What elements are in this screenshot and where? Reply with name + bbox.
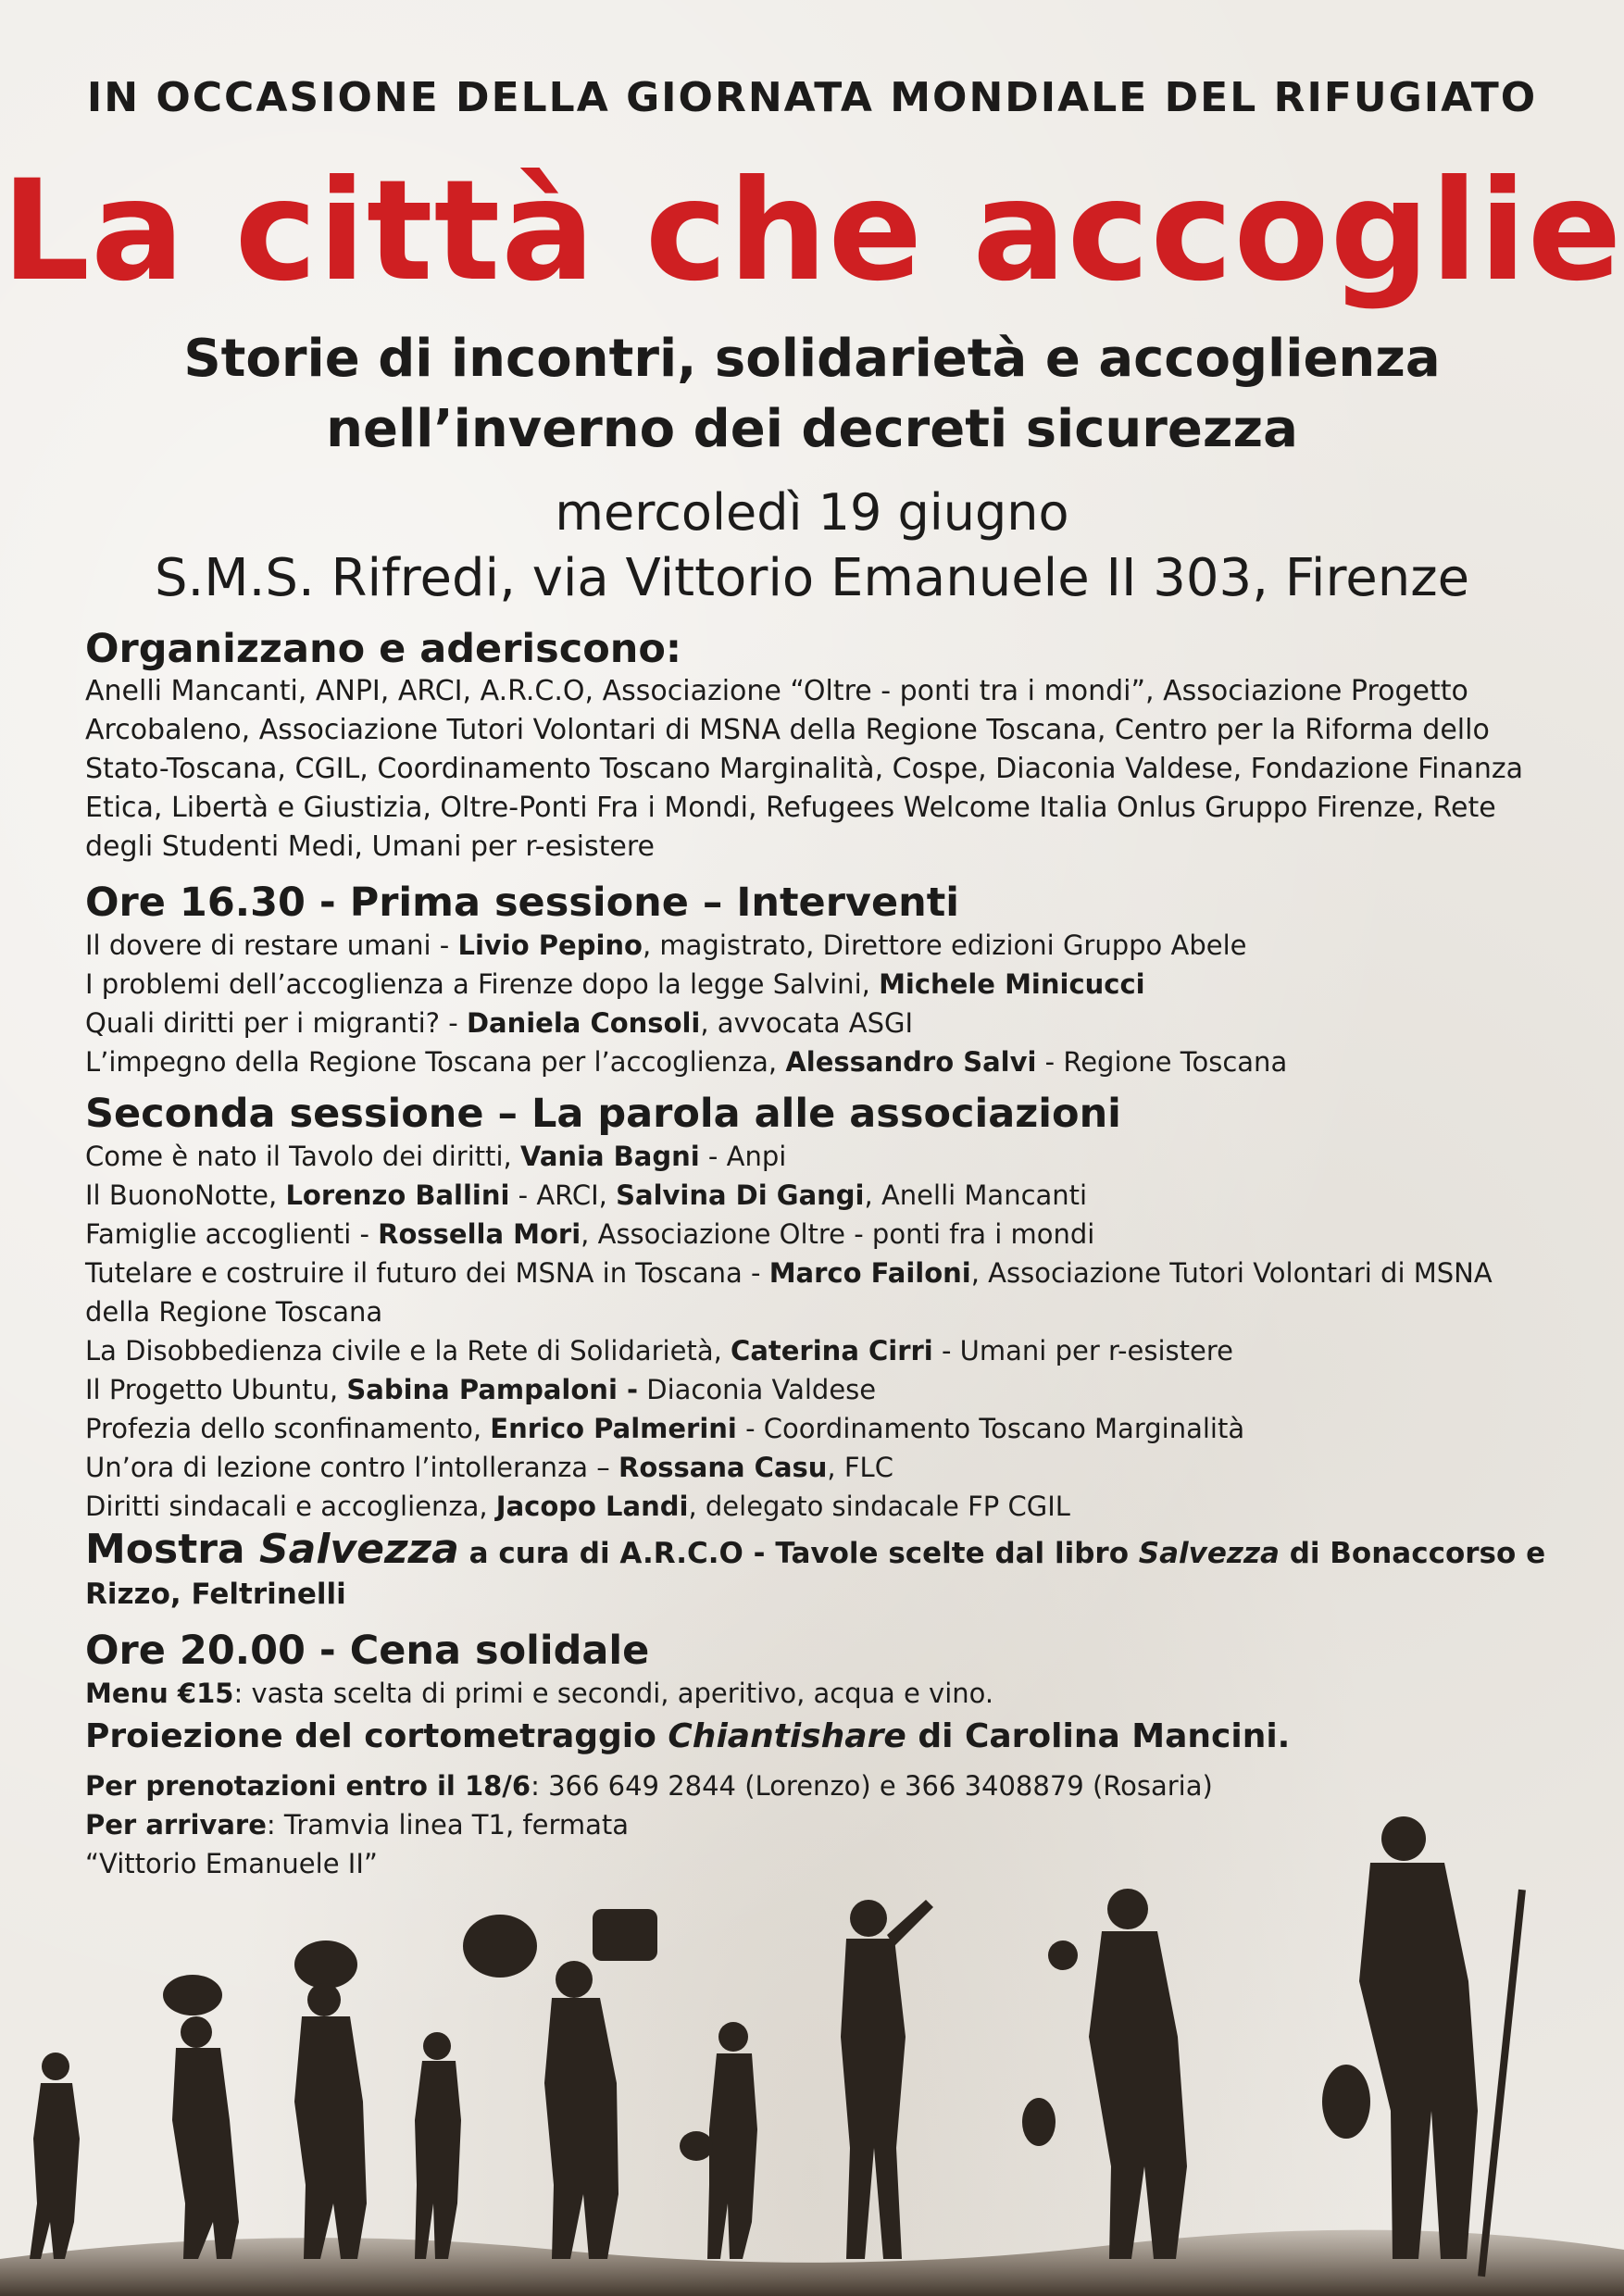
organizers-section (85, 626, 1548, 867)
session-1 (85, 880, 1548, 1081)
figure-child-jug (680, 2022, 757, 2259)
organizers-list: Anelli Mancanti, ANPI, ARCI, A.R.C.O, Associazione “Oltre - ponti tra i mondi”, Associazione Progetto Arcobaleno, Associazione Tutori Volontari di MSNA della Regione Toscana, Centro per la Riforma dello Stato-Toscana, CGIL, Coordinamento Toscano Marginalità, Cospe, Diaconia Valdese, Fondazione Finanza Etica, Libertà e Giustizia, Oltre-Ponti Fra i Mondi, Refugees Welcome Italia Onlus Gruppo Firenze, Rete degli Studenti Medi, Umani per r-esistere (85, 675, 1524, 863)
session-2-list (85, 1137, 1548, 1526)
list-item: Quali diritti per i migranti? - Daniela Consoli, avvocata ASGI (85, 1007, 913, 1039)
session-2 (85, 1091, 1548, 1526)
poster-title: La città che accoglie (1, 151, 1623, 312)
figure-woman-basket (163, 1975, 239, 2259)
tram-stop: “Vittorio Emanuele II” (85, 1848, 378, 1879)
figure-woman-bundle (294, 1940, 367, 2259)
list-item: Famiglie accoglienti - Rossella Mori, Associazione Oltre - ponti fra i mondi (85, 1218, 1095, 1250)
menu-line: Menu €15: vasta scelta di primi e secondi, aperitivo, acqua e vino. (85, 1678, 994, 1709)
dinner-heading: Ore 20.00 - Cena solidale (85, 1628, 650, 1674)
list-item: Un’ora di lezione contro l’intolleranza – Rossana Casu, FLC (85, 1452, 893, 1483)
refugees-silhouette-image (0, 1703, 1624, 2296)
exhibition-text: Mostra Salvezza a cura di A.R.C.O - Tavole scelte dal libro Salvezza di Bonaccorso e Rizzo, Feltrinelli (85, 1526, 1546, 1611)
figure-girl (415, 2032, 461, 2259)
figure-mother-child (1022, 1889, 1187, 2259)
subtitle-line-2: nell’inverno dei decreti sicurezza (326, 399, 1298, 459)
list-item: La Disobbedienza civile e la Rete di Solidarietà, Caterina Cirri - Umani per r-esistere (85, 1335, 1233, 1366)
list-item: Tutelare e costruire il futuro dei MSNA in Toscana - Marco Failoni, Associazione Tutori Volontari di MSNA della Regione Toscana (85, 1257, 1493, 1328)
poster-subtitle (0, 324, 1624, 465)
subtitle-line-1: Storie di incontri, solidarietà e accoglienza (183, 329, 1441, 389)
booking-line: Per prenotazioni entro il 18/6: 366 649 2844 (Lorenzo) e 366 3408879 (Rosaria) (85, 1770, 1213, 1802)
list-item: Diritti sindacali e accoglienza, Jacopo Landi, delegato sindacale FP CGIL (85, 1491, 1070, 1522)
exhibition (85, 1526, 1548, 1615)
list-item: I problemi dell’accoglienza a Firenze dopo la legge Salvini, Michele Minicucci (85, 968, 1145, 1000)
organizers-heading: Organizzano e aderiscono: (85, 626, 682, 672)
figure-man-drinking (841, 1900, 933, 2259)
figure-woman-stick (1322, 1816, 1526, 2277)
session-2-heading: Seconda sessione – La parola alle associazioni (85, 1091, 1121, 1137)
directions-line: Per arrivare: Tramvia linea T1, fermata (85, 1809, 630, 1841)
event-place: S.M.S. Rifredi, via Vittorio Emanuele II 303, Firenze (154, 548, 1470, 608)
session-1-heading: Ore 16.30 - Prima sessione – Interventi (85, 880, 960, 926)
list-item: Il Progetto Ubuntu, Sabina Pampaloni - Diaconia Valdese (85, 1374, 877, 1405)
list-item: Il dovere di restare umani - Livio Pepino, magistrato, Direttore edizioni Gruppo Abele (85, 930, 1247, 961)
session-1-list (85, 926, 1548, 1081)
list-item: Profezia dello sconfinamento, Enrico Palmerini - Coordinamento Toscano Marginalità (85, 1413, 1245, 1444)
list-item: Come è nato il Tavolo dei diritti, Vania Bagni - Anpi (85, 1141, 787, 1172)
list-item: L’impegno della Regione Toscana per l’accoglienza, Alessandro Salvi - Regione Toscana (85, 1046, 1288, 1078)
list-item: Il BuonoNotte, Lorenzo Ballini - ARCI, Salvina Di Gangi, Anelli Mancanti (85, 1179, 1088, 1211)
event-date: mercoledì 19 giugno (555, 483, 1069, 542)
projection-line: Proiezione del cortometraggio Chiantishare di Carolina Mancini. (85, 1717, 1291, 1755)
figure-child-left (30, 2053, 80, 2259)
figure-man-load (463, 1909, 657, 2259)
event-kicker: IN OCCASIONE DELLA GIORNATA MONDIALE DEL RIFUGIATO (86, 74, 1538, 121)
